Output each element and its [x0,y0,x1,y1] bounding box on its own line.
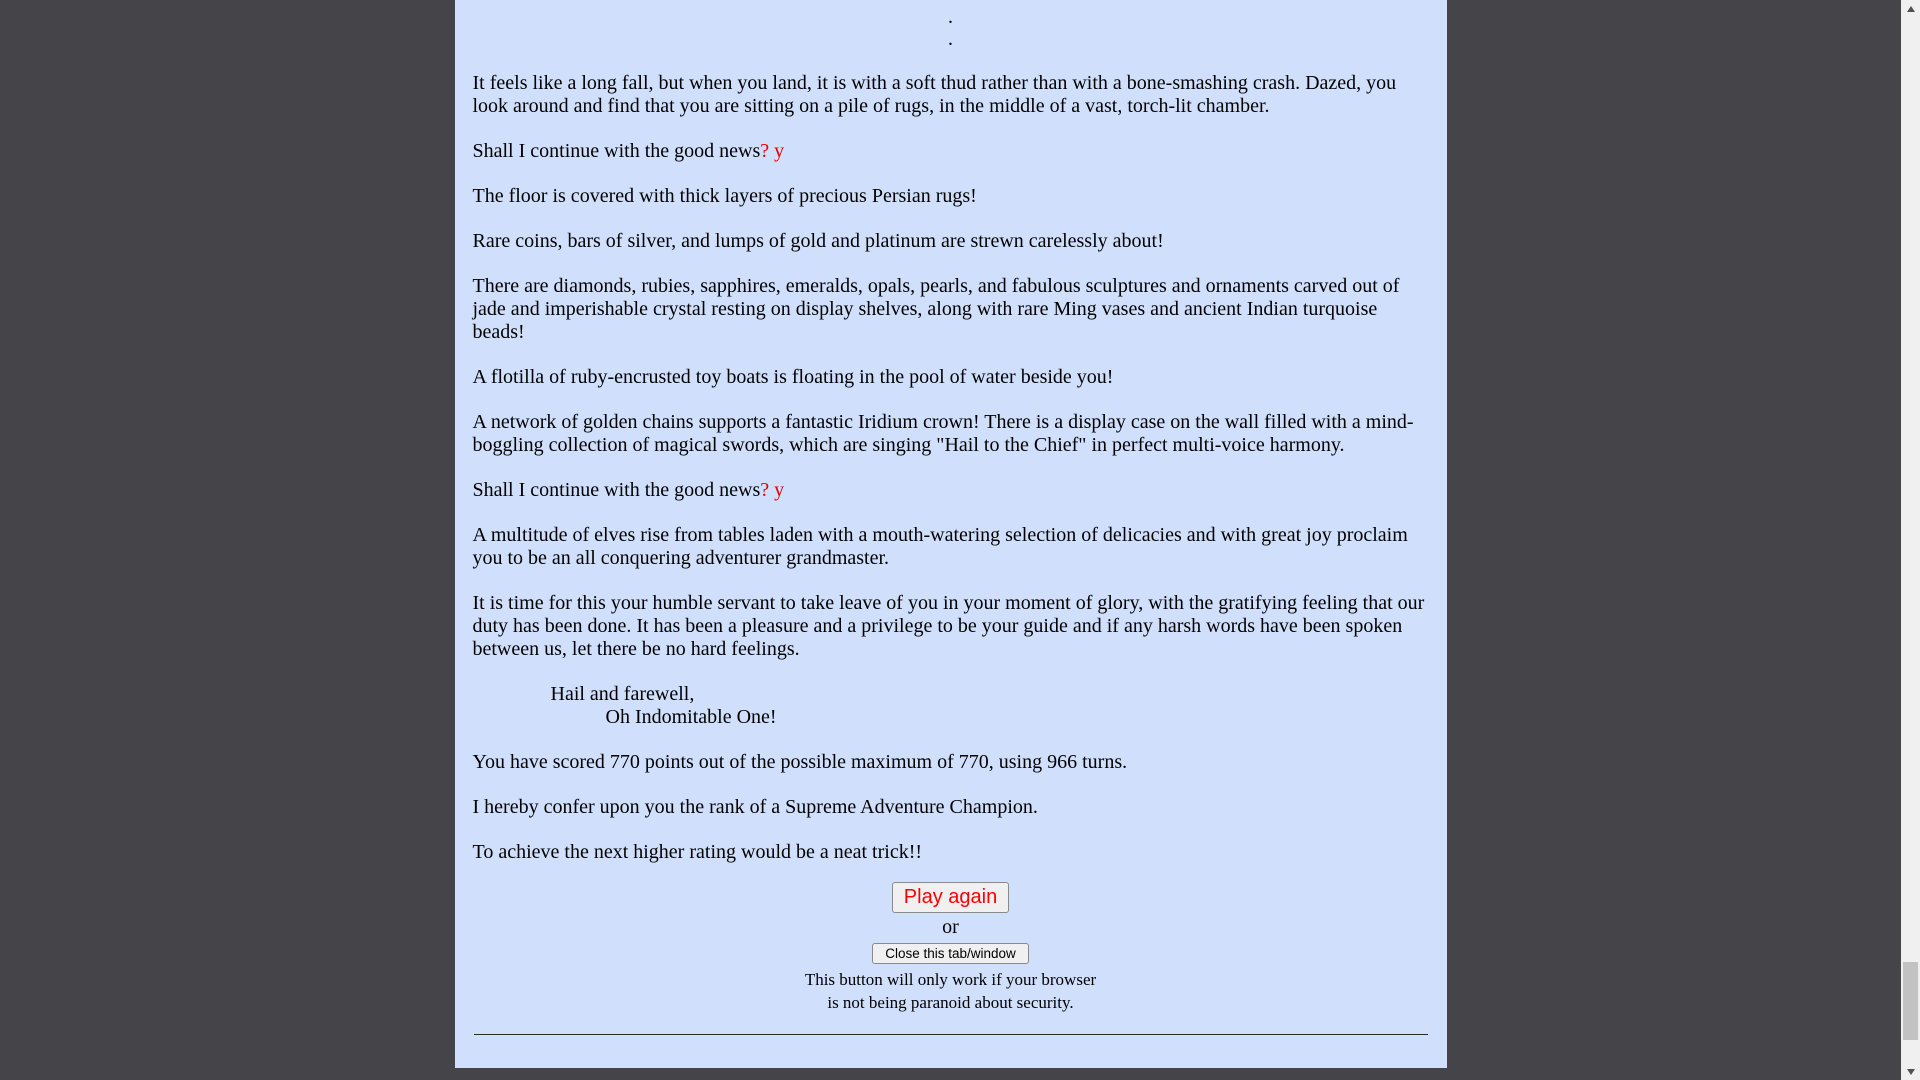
close-note-line-1: This button will only work if your browser [804,970,1097,989]
close-tab-button[interactable]: Close this tab/window [872,943,1029,964]
pause-dots [473,6,1429,50]
end-actions [473,882,1429,1014]
farewell-block [473,683,1429,729]
story-paragraph-fall: It feels like a long fall, but when you land, it is with a soft thud rather than with a bone-smashing crash. Dazed, you look around and find that you are sitting on a pile of rugs, in the middle of a vast, torch-lit chamber. [472,72,1397,117]
score-line: You have scored 770 points out of the possible maximum of 770, using 966 turns. [472,751,1128,773]
story-paragraph-elves: A multitude of elves rise from tables laden with a mouth-watering selection of delicacies and with great joy proclaim you to be an all conquering adventurer grandmaster. [472,524,1408,569]
farewell-line-2: Oh Indomitable One! [605,706,777,728]
close-button-note [473,968,1429,1014]
farewell-line-1: Hail and farewell, [550,683,695,705]
story-paragraph-servant: It is time for this your humble servant to take leave of you in your moment of glory, with the gratifying feeling that our duty has been done. It has been a pleasure and a privilege to be your guide and if any harsh words have been spoken between us, let there be no hard feelings. [472,592,1425,660]
story-paragraph-flotilla: A flotilla of ruby-encrusted toy boats is floating in the pool of water beside you! [472,366,1114,388]
bottom-divider [474,1034,1428,1035]
play-again-button[interactable]: Play again [892,882,1009,913]
pause-dot-line: . [948,28,953,50]
pause-dot-line: . [948,6,953,28]
story-prompt-1 [473,140,1429,163]
story-paragraph-crown: A network of golden chains supports a fantastic Iridium crown! There is a display case on the wall filled with a mind-boggling collection of magical swords, which are singing "Hail to the Chief" in perfect multi-voice harmony. [472,411,1414,456]
story-paragraph-floor: The floor is covered with thick layers of precious Persian rugs! [472,185,977,207]
story-prompt-2 [473,479,1429,502]
rank-line: I hereby confer upon you the rank of a Supreme Adventure Champion. [472,796,1038,818]
prompt-answer: ? y [760,140,785,162]
scrollbar-thumb[interactable] [1903,962,1918,1040]
story-paragraph-gems: There are diamonds, rubies, sapphires, emeralds, opals, pearls, and fabulous sculptures and ornaments carved out of jade and imperishable crystal resting on display shelves, along with rare Ming vases and ancient Indian turquoise beads! [472,275,1400,343]
scrollbar-down-arrow-icon[interactable] [1901,1063,1920,1080]
game-output-panel [455,0,1447,1068]
tease-line: To achieve the next higher rating would be a neat trick!! [472,841,923,863]
close-note-line-2: is not being paranoid about security. [827,993,1074,1012]
prompt-answer: ? y [760,479,785,501]
prompt-question: Shall I continue with the good news [472,140,761,162]
prompt-question: Shall I continue with the good news [472,479,761,501]
scrollbar-up-arrow-icon[interactable] [1901,0,1920,17]
or-label: or [942,916,959,938]
story-paragraph-coins: Rare coins, bars of silver, and lumps of gold and platinum are strewn carelessly about! [472,230,1164,252]
vertical-scrollbar[interactable] [1901,0,1920,1080]
